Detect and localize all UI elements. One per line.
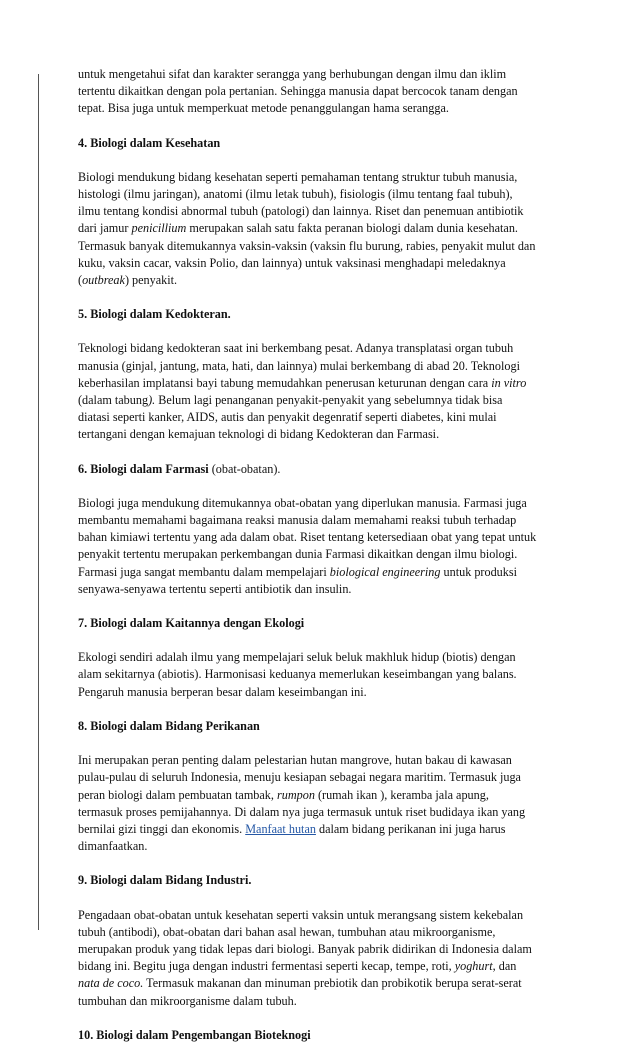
text-line: ilmu tentang kondisi abnormal tubuh (patologi) dan lainnya. Riset dan penemuan antibiotik bbox=[78, 204, 524, 219]
section-paragraph-perikanan bbox=[78, 752, 578, 855]
text-line: keberhasilan implatansi bayi tabung memudahkan penerusan keturunan dengan cara in vitro bbox=[78, 375, 527, 390]
section-heading-ekologi: 7. Biologi dalam Kaitannya dengan Ekologi bbox=[78, 616, 305, 631]
section-paragraph-ekologi bbox=[78, 649, 578, 701]
text-line: alam sekitarnya (abiotis). Harmonisasi keduanya memerlukan keseimbangan yang balans. bbox=[78, 667, 517, 682]
text-line: dimanfaatkan. bbox=[78, 839, 148, 854]
text-line: Pengadaan obat-obatan untuk kesehatan seperti vaksin untuk merangsang sistem kekebalan bbox=[78, 907, 524, 922]
text-line: membantu memahami bagaimana reaksi manusia dalam memahami reaksi tubuh terhadap bbox=[78, 513, 517, 528]
section-heading-kesehatan: 4. Biologi dalam Kesehatan bbox=[78, 135, 221, 150]
text-line: dari jamur penicillium merupakan salah satu fakta peranan biologi dalam dunia kesehatan. bbox=[78, 221, 518, 236]
section-heading-farmasi: 6. Biologi dalam Farmasi (obat-obatan). bbox=[78, 461, 281, 476]
text-line: (outbreak) penyakit. bbox=[78, 273, 178, 288]
section-paragraph-farmasi bbox=[78, 495, 578, 598]
text-line: untuk mengetahui sifat dan karakter serangga yang berhubungan dengan ilmu dan iklim bbox=[78, 67, 507, 81]
text-line: bahan kimiawi tertentu yang ada dalam obat. Riset tentang ketersediaan obat yang tepat untuk bbox=[78, 530, 537, 545]
text-line: termasuk proses pemijahannya. Di dalam nya juga termasuk untuk riset budidaya ikan yang bbox=[78, 804, 526, 819]
section-paragraph-industri bbox=[78, 907, 578, 1010]
text-line: pulau-pulau di seluruh Indonesia, menuju kesiapan sebagai negara maritim. Termasuk juga bbox=[78, 770, 521, 785]
text-line: penyakit tertentu merupakan perkembangan dunia Farmasi dikaitkan dengan ilmu biologi. bbox=[78, 547, 518, 562]
text-line: bidang ini. Begitu juga dengan industri fermentasi seperti kecap, tempe, roti, yoghurt, dan bbox=[78, 959, 517, 974]
text-line: merupakan produk yang tidak lepas dari biologi. Banyak pabrik didirikan di Indonesia dalam bbox=[78, 941, 532, 956]
margin-line bbox=[38, 74, 39, 930]
text-line: diatasi seperti kanker, AIDS, autis dan penyakit degenratif seperti diabetes, kini mulai bbox=[78, 410, 497, 425]
text-line: Ekologi sendiri adalah ilmu yang mempelajari seluk beluk makhluk hidup (biotis) dengan bbox=[78, 650, 516, 665]
section-heading-bioteknologi: 10. Biologi dalam Pengembangan Bioteknogi bbox=[78, 1027, 311, 1042]
text-line: tertentu dikaitkan dengan pola pertanian. Sehingga manusia dapat bercocok tanam dengan bbox=[78, 84, 518, 99]
text-line: manusia (ginjal, jantung, mata, hati, dan lainnya) mulai berkembang di abad 20. Teknologi bbox=[78, 358, 520, 373]
section-paragraph-kedokteran bbox=[78, 340, 578, 443]
manfaat-hutan-link[interactable]: Manfaat hutan bbox=[245, 821, 316, 836]
text-line: bernilai gizi tinggi dan ekonomis. Manfaat hutan dalam bidang perikanan ini juga harus bbox=[78, 821, 506, 836]
text-line: Farmasi juga sangat membantu dalam mempelajari biological engineering untuk produksi bbox=[78, 564, 517, 579]
text-line: Termasuk banyak ditemukannya vaksin-vaksin (vaksin flu burung, rabies, penyakit mulut dan bbox=[78, 238, 536, 253]
section-heading-industri: 9. Biologi dalam Bidang Industri. bbox=[78, 873, 252, 888]
text-line: tertangani dengan kemajuan teknologi di bidang Kedokteran dan Farmasi. bbox=[78, 427, 440, 442]
intro-paragraph bbox=[78, 66, 578, 118]
text-line: Pengaruh manusia berperan besar dalam keseimbangan ini. bbox=[78, 684, 367, 699]
text-line: tepat. Bisa juga untuk memperkuat metode penanggulangan hama serangga. bbox=[78, 101, 449, 116]
text-line: kuku, vaksin cacar, vaksin Polio, dan lainnya) untuk vaksinasi menghadapi meledaknya bbox=[78, 255, 506, 270]
text-line: nata de coco. Termasuk makanan dan minuman prebiotik dan probikotik berupa serat-serat bbox=[78, 976, 522, 991]
text-line: Ini merupakan peran penting dalam pelestarian hutan mangrove, hutan bakau di kawasan bbox=[78, 753, 512, 768]
text-line: (dalam tabung). Belum lagi penanganan penyakit-penyakit yang sebelumnya tidak bisa bbox=[78, 393, 503, 408]
text-line: tumbuhan dan mikroorganisme dalam tubuh. bbox=[78, 993, 297, 1008]
document-page bbox=[78, 66, 578, 1061]
text-line: histologi (ilmu jaringan), anatomi (ilmu letak tubuh), fisiologis (ilmu tentang faal tubuh), bbox=[78, 187, 513, 202]
text-line: Teknologi bidang kedokteran saat ini berkembang pesat. Adanya transplatasi organ tubuh bbox=[78, 341, 514, 356]
section-paragraph-kesehatan bbox=[78, 169, 578, 289]
section-heading-perikanan: 8. Biologi dalam Bidang Perikanan bbox=[78, 718, 260, 733]
text-line: senyawa-senyawa tertentu seperti antibiotik dan insulin. bbox=[78, 581, 352, 596]
text-line: Biologi juga mendukung ditemukannya obat-obatan yang diperlukan manusia. Farmasi juga bbox=[78, 495, 527, 510]
text-line: tubuh (antibodi), obat-obatan dari bahan asal hewan, tumbuhan atau mikroorganisme, bbox=[78, 924, 496, 939]
section-heading-kedokteran: 5. Biologi dalam Kedokteran. bbox=[78, 307, 231, 322]
text-line: Biologi mendukung bidang kesehatan seperti pemahaman tentang struktur tubuh manusia, bbox=[78, 169, 518, 184]
text-line: peran biologi dalam pembuatan tambak, rumpon (rumah ikan ), keramba jala apung, bbox=[78, 787, 489, 802]
